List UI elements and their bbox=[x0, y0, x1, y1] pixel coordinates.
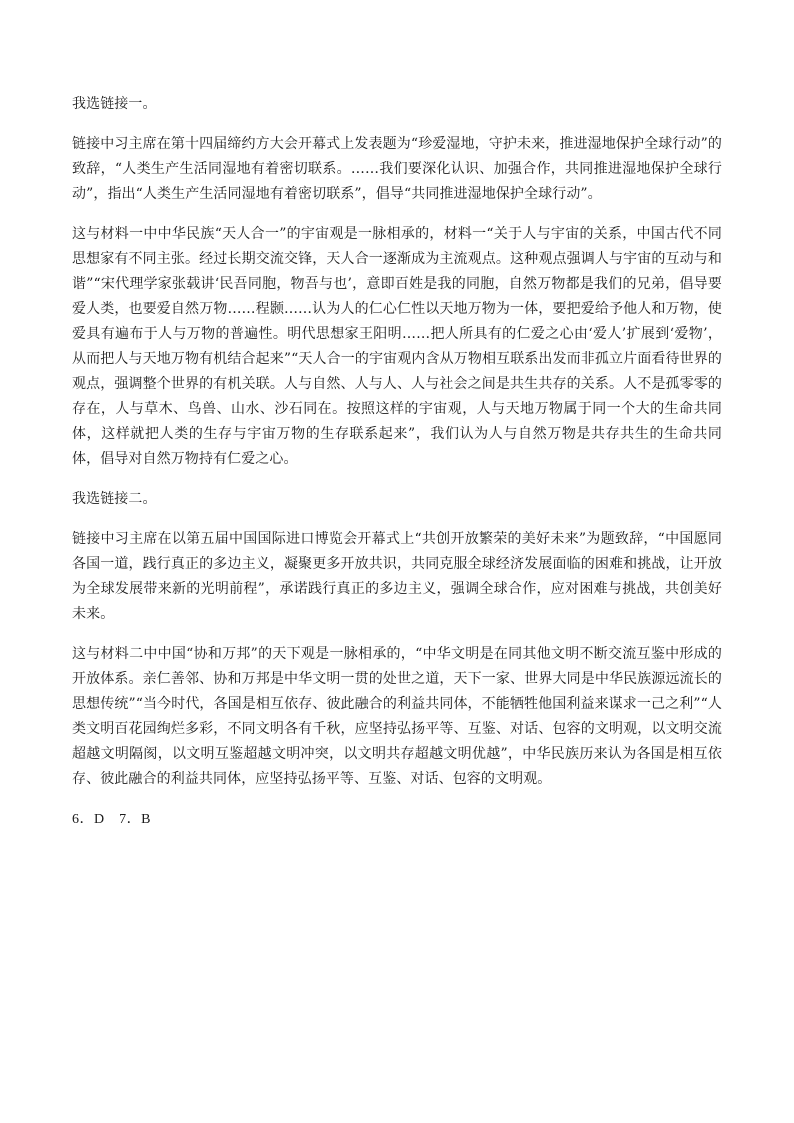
paragraph-choice-link-one: 我选链接一。 bbox=[72, 96, 157, 112]
paragraph-choice-link-two: 我选链接二。 bbox=[72, 491, 157, 507]
paragraph-material-one-analysis: 这与材料一中中华民族“天人合一”的宇宙观是一脉相承的，材料一“关于人与宇宙的关系，中国古代不同思想家有不同主张。经过长期交流交锋，天人合一逐渐成为主流观点。这种观点强调人与宇宙的互动与和谐”“宋代理学家张载讲‘民吾同胞，物吾与也’，意即百姓是我的同胞，自然万物都是我们的兄弟，倡导要爱人类，也要爱自然万物……程颢……认为人的仁心仁性以天地万物为一体，要把爱给予他人和万物，使爱具有遍布于人与万物的普遍性。明代思想家王阳明……把人所具有的仁爱之心由‘爱人’扩展到‘爱物’，从而把人与天地万物有机结合起来”“天人合一的宇宙观内含从万物相互联系出发而非孤立片面看待世界的观点，强调整个世界的有机关联。人与自然、人与人、人与社会之间是共生共存的关系。人不是孤零零的存在，人与草木、鸟兽、山水、沙石同在。按照这样的宇宙观，人与天地万物属于同一个大的生命共同体，这样就把人类的生存与宇宙万物的生存联系起来”，我们认为人与自然万物是共存共生的生命共同体，倡导对自然万物持有仁爱之心。 bbox=[72, 226, 722, 467]
paragraph-material-two-analysis: 这与材料二中中国“协和万邦”的天下观是一脉相承的，“中华文明是在同其他文明不断交流互鉴中形成的开放体系。亲仁善邻、协和万邦是中华文明一贯的处世之道，天下一家、世界大同是中华民族源远流长的思想传统”“当今时代，各国是相互依存、彼此融合的利益共同体，不能牺牲他国利益来谋求一己之利”“人类文明百花园绚烂多彩，不同文明各有千秋，应坚持弘扬平等、互鉴、对话、包容的文明观，以文明交流超越文明隔阂，以文明互鉴超越文明冲突，以文明共存超越文明优越”，中华民族历来认为各国是相互依存、彼此融合的利益共同体，应坚持弘扬平等、互鉴、对话、包容的文明观。 bbox=[72, 646, 722, 787]
paragraph-link-one-content: 链接中习主席在第十四届缔约方大会开幕式上发表题为“珍爱湿地，守护未来，推进湿地保护全球行动”的致辞，“人类生产生活同湿地有着密切联系。……我们要深化认识、加强合作，共同推进湿地保护全球行动”，指出“人类生产生活同湿地有着密切联系”，倡导“共同推进湿地保护全球行动”。 bbox=[72, 136, 722, 202]
answer-key: 6．D 7．B bbox=[72, 812, 151, 827]
paragraph-link-two-content: 链接中习主席在以第五届中国国际进口博览会开幕式上“共创开放繁荣的美好未来”为题致辞，“中国愿同各国一道，践行真正的多边主义，凝聚更多开放共识，共同克服全球经济发展面临的困难和挑战，让开放为全球发展带来新的光明前程”，承诺践行真正的多边主义，强调全球合作，应对困难与挑战，共创美好未来。 bbox=[72, 531, 722, 622]
